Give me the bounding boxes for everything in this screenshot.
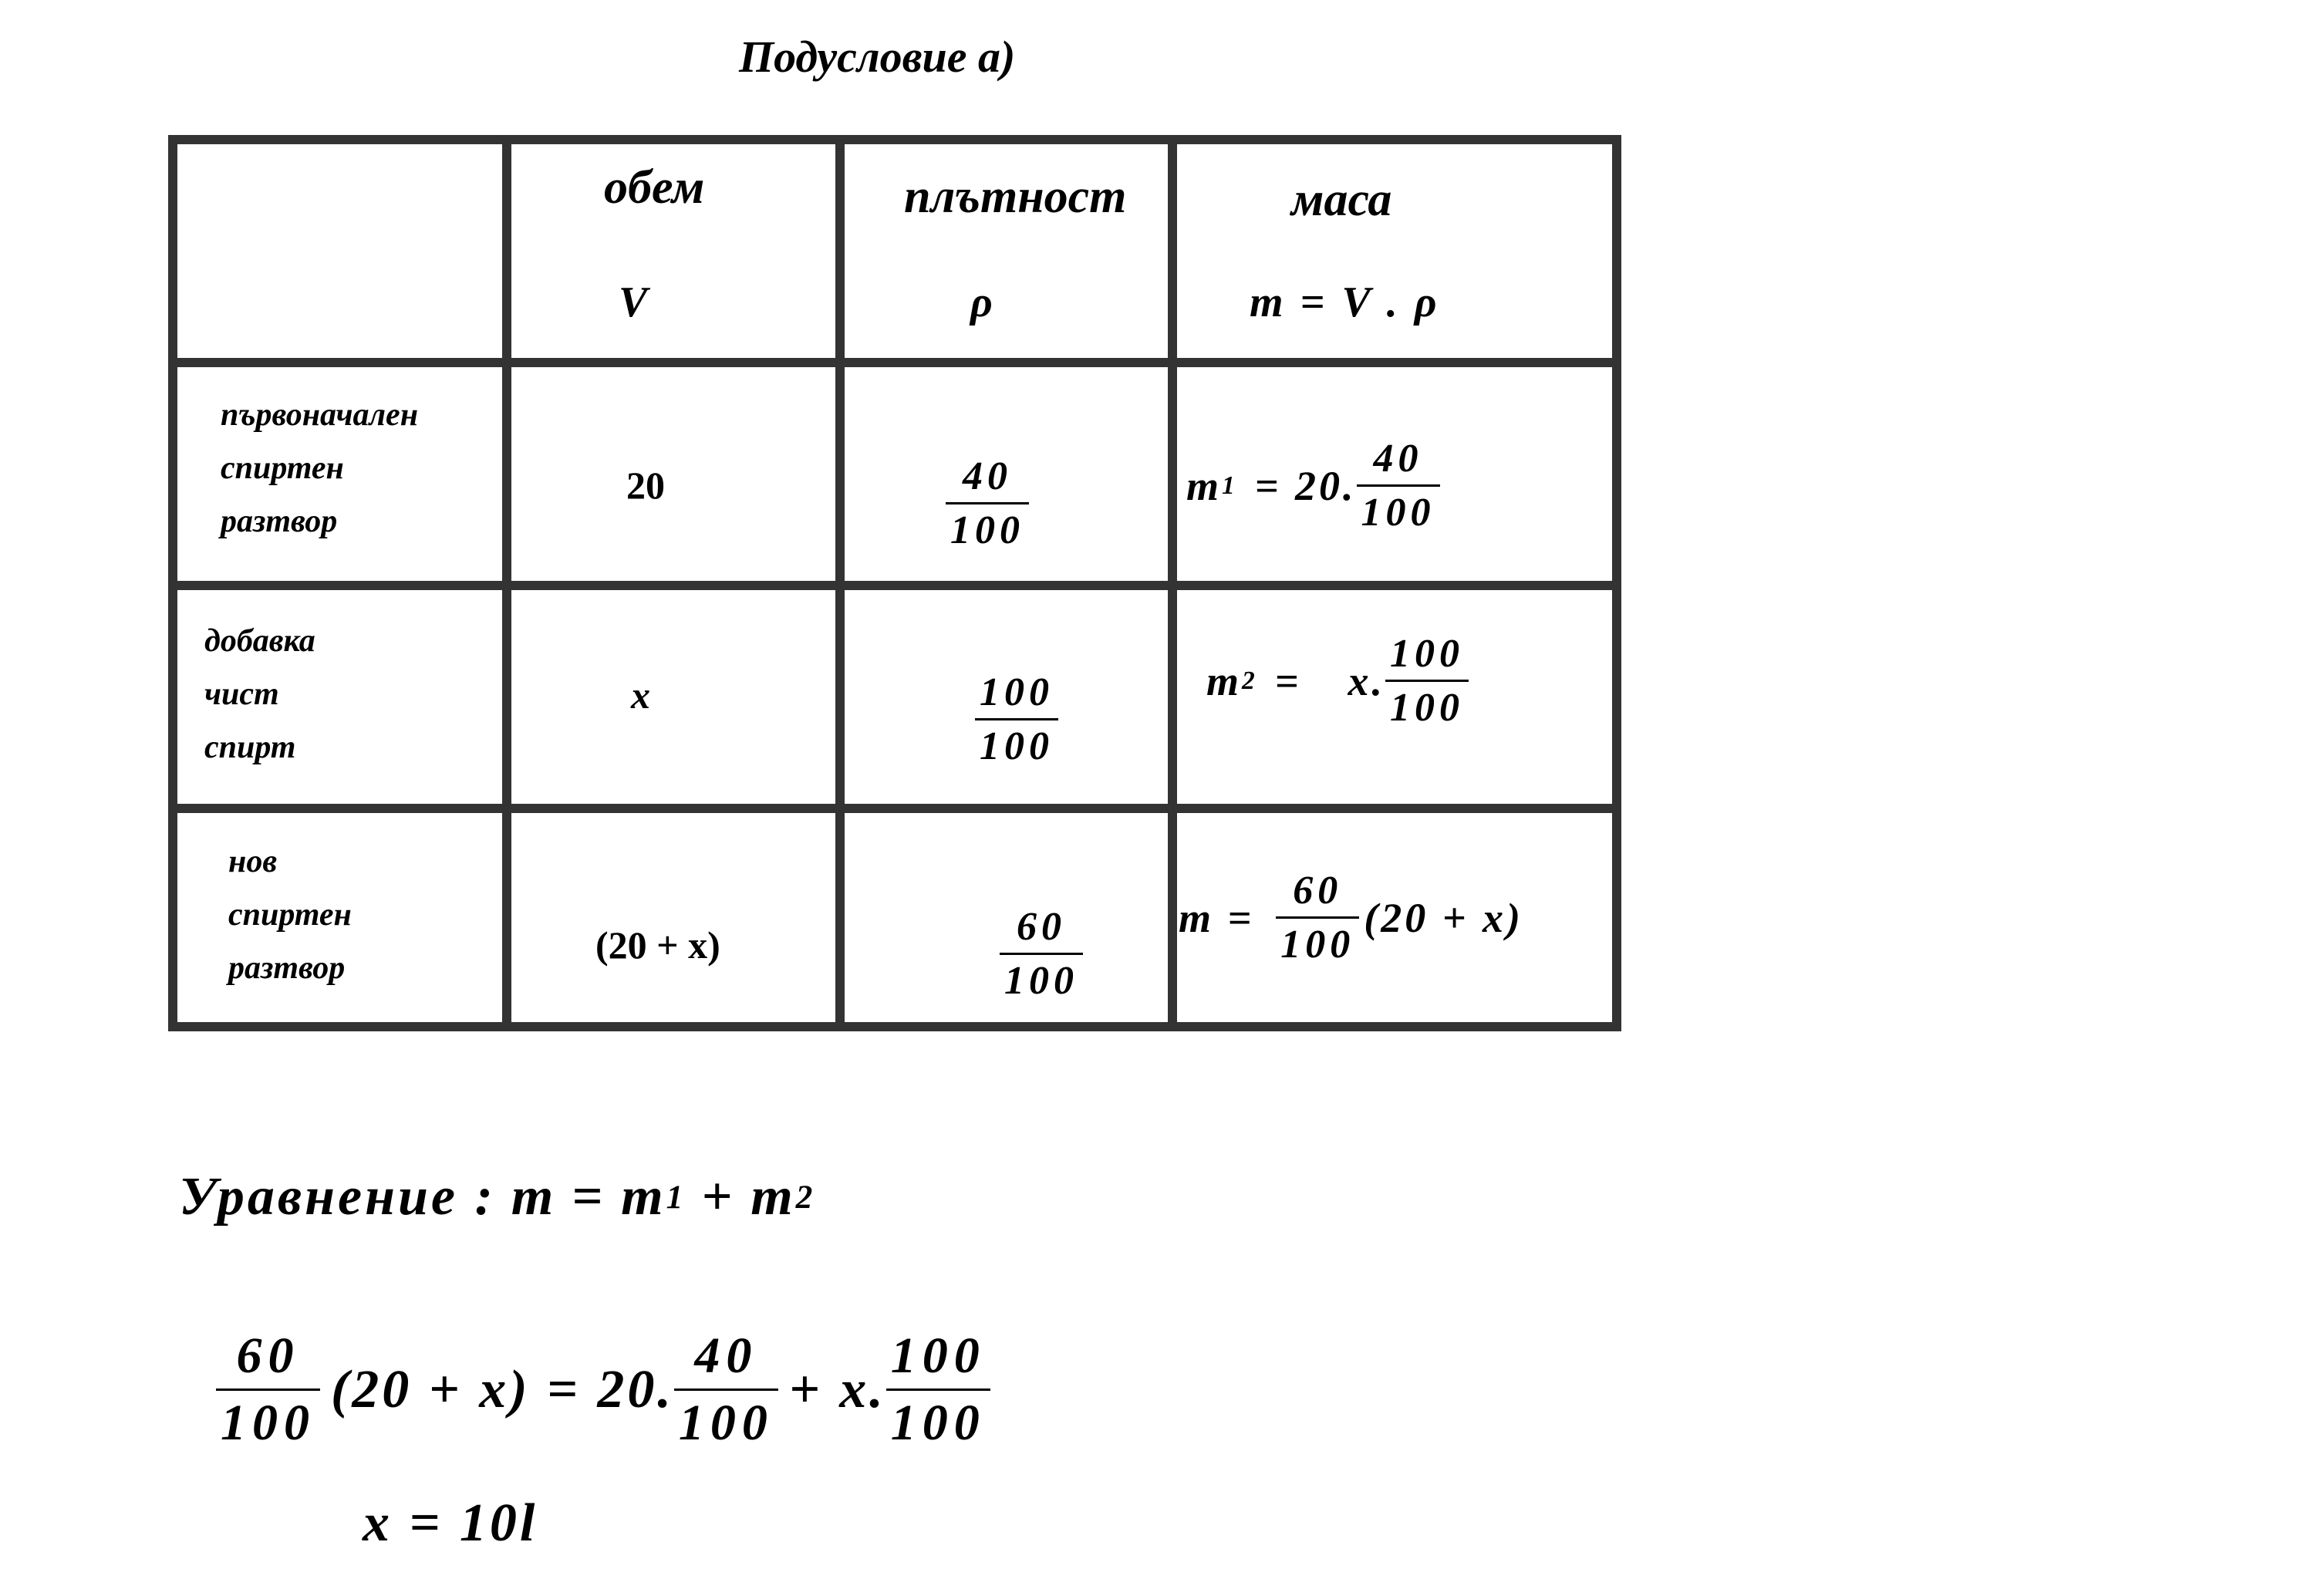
row-label-pure-spirit: добавка чист спирт [204, 623, 315, 765]
row-1-mass-formula: m 1 = 20. $\frac{40}{100}$ [1186, 436, 1440, 535]
row-3-density-fraction: $\frac{60}{100}$ [1000, 904, 1083, 1004]
table-row-divider-2 [168, 581, 1621, 590]
row-2-volume: x [631, 673, 653, 717]
row-label-new-solution: нов спиртен разтвор [228, 844, 352, 986]
table-row-divider-1 [168, 358, 1621, 367]
header-density-symbol: ρ [970, 278, 993, 326]
header-mass: маса [1291, 174, 1392, 226]
equation-heading: Уравнение : m = m 1 + m 2 [179, 1167, 816, 1227]
row-2-density-fraction: $\frac{100}{100}$ [975, 670, 1058, 769]
header-density: плътност [904, 170, 1127, 223]
row-2-mass-formula: m 2 = x. $\frac{100}{100}$ [1206, 631, 1469, 731]
table-border-top [168, 135, 1621, 144]
subtitle: Подусловие а) [739, 32, 1016, 82]
equation-fraction-1: $\frac{60}{100}$ [216, 1327, 320, 1453]
row-label-initial-solution: първоначален спиртен разтвор [221, 397, 419, 539]
table-row-divider-3 [168, 804, 1621, 813]
main-equation: $\frac{60}{100}$ (20 + x) = 20. $\frac{40}{100}$ + x. $\frac{100}{100}$ [216, 1327, 990, 1453]
equation-fraction-2: $\frac{40}{100}$ [674, 1327, 778, 1453]
table-border-bottom [168, 1022, 1621, 1031]
row-3-volume: (20 + x) [595, 923, 720, 967]
row-1-density-fraction: $\frac{40}{100}$ [946, 454, 1029, 553]
header-mass-formula: m = V . ρ [1250, 278, 1440, 326]
header-volume-symbol: V [619, 278, 648, 326]
header-volume: обем [604, 161, 705, 214]
answer: x = 10l [363, 1493, 538, 1553]
row-3-mass-formula: m = $\frac{60}{100}$ (20 + x) [1179, 869, 1524, 967]
equation-fraction-3: $\frac{100}{100}$ [886, 1327, 990, 1453]
row-1-volume: 20 [626, 464, 665, 507]
